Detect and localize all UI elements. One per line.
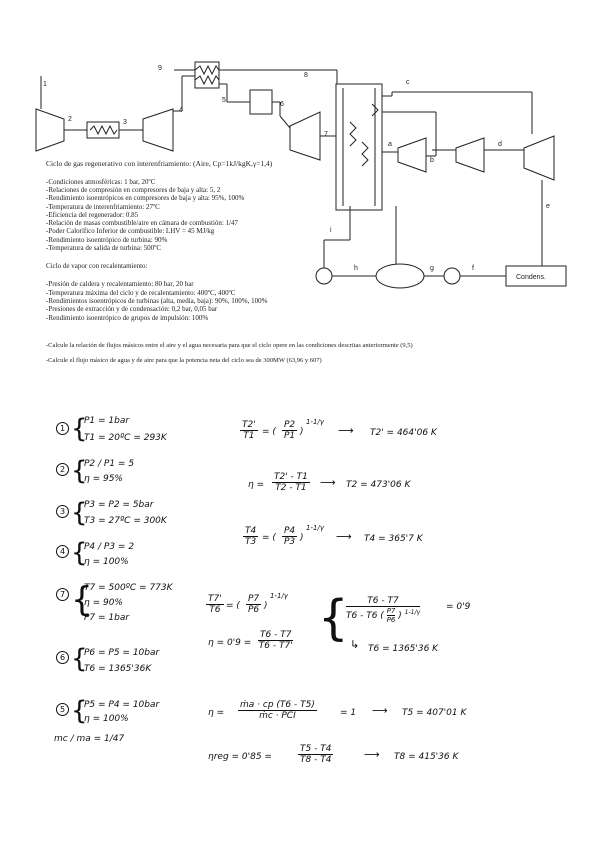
state2-ratio: P2 / P1 = 5: [84, 459, 135, 469]
gas-line-6: -Relación de masas combustible/aire en cámara de combustión: 1/47: [46, 219, 239, 227]
combustion-chamber: [250, 90, 272, 114]
eq1-lhs-den: T1: [243, 431, 255, 441]
eq4-rhs-num: P7: [248, 594, 260, 604]
eq3-paren: ): [300, 533, 304, 543]
eq2-lhs: η =: [248, 480, 265, 490]
state-a: a: [388, 141, 392, 148]
intercooler: [87, 122, 119, 138]
eq1-result: T2' = 464'06 K: [370, 428, 437, 438]
state6-pressure: P6 = P5 = 10bar: [84, 648, 160, 658]
brace-5: {: [71, 696, 88, 726]
eq3-lhs-den: T3: [245, 537, 257, 547]
gas-cycle-title: Ciclo de gas regenerativo con interenfriamiento: (Aire, Cp=1kJ/kgK,γ=1,4): [46, 159, 273, 168]
eq4-exponent: 1-1/γ: [270, 592, 288, 600]
brace-6: {: [71, 644, 88, 674]
eq3-rhs-fraction: [282, 526, 297, 547]
state3-pressure: P3 = P2 = 5bar: [84, 500, 154, 510]
eq6-den-p-num: P7: [386, 607, 396, 615]
eq2-fraction: [272, 472, 310, 493]
eq7-den: ṁc · PCI: [259, 711, 296, 721]
state-i: i: [330, 227, 332, 234]
feedwater-heater: [376, 264, 424, 288]
state7-efficiency: η = 90%: [84, 598, 123, 608]
eq4-lhs-num: T7': [208, 594, 222, 604]
gas-line-2: -Relaciones de compresión en compresores de baja y alta: 5, 2: [46, 186, 221, 194]
eq8-arrow: ⟶: [364, 748, 380, 761]
hp-compressor: [143, 109, 173, 151]
state4-efficiency: η = 100%: [84, 557, 129, 567]
gas-line-5: -Eficiencia del regenerador: 0.85: [46, 211, 139, 219]
state-label-4: 4: [56, 545, 69, 558]
eq5-num: T6 - T7: [260, 630, 292, 640]
eq8-lhs: ηreg = 0'85 =: [208, 752, 272, 762]
brace-4: {: [71, 538, 88, 568]
eq7-arrow: ⟶: [372, 704, 388, 717]
lp-compressor: [36, 109, 64, 151]
eq1-exponent: 1-1/γ: [306, 418, 324, 426]
eq7-rhs: = 1: [340, 708, 357, 718]
gas-line-3: -Rendimiento isoentrópicos en compresores de baja y alta: 95%, 100%: [46, 194, 245, 202]
state-5: 5: [222, 97, 226, 104]
eq3-equals: = (: [262, 533, 276, 543]
gas-line-9: -Temperatura de salida de turbina: 500ºC: [46, 244, 162, 252]
state-7: 7: [324, 131, 328, 138]
vapor-cycle-title: Ciclo de vapor con recalentamiento:: [46, 262, 148, 270]
state-9: 9: [158, 65, 162, 72]
eq3-lhs-fraction: [243, 526, 258, 547]
eq5-lhs: η = 0'9 =: [208, 638, 252, 648]
state5-pressure: P5 = P4 = 10bar: [84, 700, 160, 710]
vapor-line-4: -Presiones de extracción y de condensación: 0,2 bar, 0,05 bar: [46, 305, 218, 313]
fuel-air-ratio: mc / ma = 1/47: [54, 734, 125, 744]
feed-pump-2: [316, 268, 332, 284]
eq6-num: T6 - T7: [346, 596, 420, 607]
state-f: f: [472, 265, 474, 272]
state7-temperature: T7 = 500ºC = 773K: [84, 583, 173, 593]
state1-pressure: P1 = 1bar: [84, 416, 130, 426]
eq6-den-p-den: P6: [386, 616, 396, 624]
eq1-lhs-fraction: [240, 420, 258, 441]
state-label-5: 5: [56, 703, 69, 716]
eq6-den-paren-open: (: [380, 611, 384, 621]
state-2: 2: [68, 116, 72, 123]
eq6-arrow: ↳: [350, 638, 360, 651]
eq4-lhs-den: T6: [209, 605, 221, 615]
state-d: d: [498, 141, 502, 148]
condenser-label: Condens.: [516, 274, 546, 281]
lp-steam-turbine: [524, 136, 554, 180]
eq1-rhs-fraction: [282, 420, 297, 441]
eq4-paren: ): [264, 601, 268, 611]
eq4-lhs-fraction: [206, 594, 224, 615]
eq3-arrow: ⟶: [336, 530, 352, 543]
eq7-result: T5 = 407'01 K: [402, 708, 467, 718]
brace-3: {: [71, 498, 88, 528]
eq8-result: T8 = 415'36 K: [394, 752, 459, 762]
state-b: b: [430, 157, 434, 164]
feed-pump-1: [444, 268, 460, 284]
vapor-line-2: -Temperatura máxima del ciclo y de recalentamiento: 400ºC, 400ºC: [46, 289, 236, 297]
state4-ratio: P4 / P3 = 2: [84, 542, 135, 552]
question-2: -Calcule el flujo másico de agua y de aire para que la potencia neta del ciclo sea de 300MW (63,96 y 607): [46, 357, 322, 364]
state5-efficiency: η = 100%: [84, 714, 129, 724]
eq7-fraction: [238, 700, 317, 721]
gas-turbine: [290, 112, 320, 160]
state-8: 8: [304, 72, 308, 79]
eq3-exponent: 1-1/γ: [306, 524, 324, 532]
eq6-den-pressure-fraction: [387, 607, 396, 624]
eq6-brace: {: [318, 590, 349, 646]
eq5-den: T6 - T7': [258, 641, 293, 651]
eq1-rhs-den: P1: [284, 431, 296, 441]
vapor-line-3: -Rendimientos isoentrópicos de turbinas (alta, media, baja): 90%, 100%, 100%: [46, 297, 268, 305]
state1-temperature: T1 = 20ºC = 293K: [84, 433, 167, 443]
state-label-1: 1: [56, 422, 69, 435]
state-h: h: [354, 265, 358, 272]
eq6-result: T6 = 1365'36 K: [368, 644, 439, 654]
eq6-fraction: [346, 596, 420, 624]
gas-line-7: -Poder Calorífico Inferior de combustible: LHV = 45 MJ/kg: [46, 227, 215, 235]
state-4: 4: [179, 107, 183, 114]
state-1: 1: [43, 81, 47, 88]
state2-efficiency: η = 95%: [84, 474, 123, 484]
eq4-equals: = (: [226, 601, 240, 611]
gas-line-1: -Condiciones atmosféricas: 1 bar, 20ºC: [46, 178, 156, 186]
state-label-2: 2: [56, 463, 69, 476]
state6-temperature: T6 = 1365'36K: [84, 664, 152, 674]
eq6-den: [346, 607, 420, 624]
eq2-result: T2 = 473'06 K: [346, 480, 411, 490]
ip-steam-turbine: [456, 138, 484, 172]
eq5-fraction: [258, 630, 293, 651]
eq2-den: T2 - T1: [275, 483, 307, 493]
eq6-rhs: = 0'9: [446, 602, 471, 612]
gas-line-4: -Temperatura de interenfriamiento: 27ºC: [46, 203, 160, 211]
hp-steam-turbine: [398, 138, 426, 172]
state3-temperature: T3 = 27ºC = 300K: [84, 516, 167, 526]
state-3: 3: [123, 119, 127, 126]
eq1-arrow: ⟶: [338, 424, 354, 437]
state-c: c: [406, 79, 410, 86]
vapor-line-1: -Presión de caldera y recalentamiento: 80 bar, 20 bar: [46, 280, 194, 288]
eq4-rhs-den: P6: [248, 605, 260, 615]
state-label-3: 3: [56, 505, 69, 518]
regenerator: [195, 62, 219, 88]
question-1: -Calcule la relación de flujos másicos entre el aire y el agua necesaria para que el ciclo opere en las condiciones descritas anteriormente (9,5): [46, 342, 413, 349]
gas-line-8: -Rendimiento isoentrópico de turbina: 90%: [46, 236, 168, 244]
eq2-arrow: ⟶: [320, 476, 336, 489]
eq6-den-prefix: T6 - T6: [346, 611, 378, 621]
eq6-exponent: 1-1/γ: [404, 609, 421, 616]
brace-2: {: [71, 456, 88, 486]
state-label-7: 7: [56, 588, 69, 601]
brace-7: {: [71, 580, 93, 620]
eq6-den-paren-close: ): [398, 611, 402, 621]
eq3-rhs-num: P4: [284, 526, 296, 536]
eq3-result: T4 = 365'7 K: [364, 534, 423, 544]
vapor-line-5: -Rendimiento isoentrópico de grupos de impulsión: 100%: [46, 314, 209, 322]
eq2-num: T2' - T1: [274, 472, 308, 482]
eq7-lhs: η =: [208, 708, 225, 718]
state-e: e: [546, 203, 550, 210]
state-6: 6: [280, 101, 284, 108]
eq8-den: T8 - T4: [300, 755, 332, 765]
eq1-equals: = (: [262, 427, 276, 437]
eq1-paren: ): [300, 427, 304, 437]
eq1-rhs-num: P2: [284, 420, 296, 430]
eq3-lhs-num: T4: [245, 526, 257, 536]
eq1-lhs-num: T2': [242, 420, 256, 430]
eq8-num: T5 - T4: [300, 744, 332, 754]
state-g: g: [430, 265, 434, 272]
state7-pressure: P7 = 1bar: [84, 613, 130, 623]
eq3-rhs-den: P3: [284, 537, 296, 547]
state-label-6: 6: [56, 651, 69, 664]
eq4-rhs-fraction: [246, 594, 261, 615]
eq8-fraction: [298, 744, 333, 765]
brace-1: {: [71, 414, 88, 444]
eq7-num: ṁa · cp (T6 - T5): [240, 700, 315, 710]
